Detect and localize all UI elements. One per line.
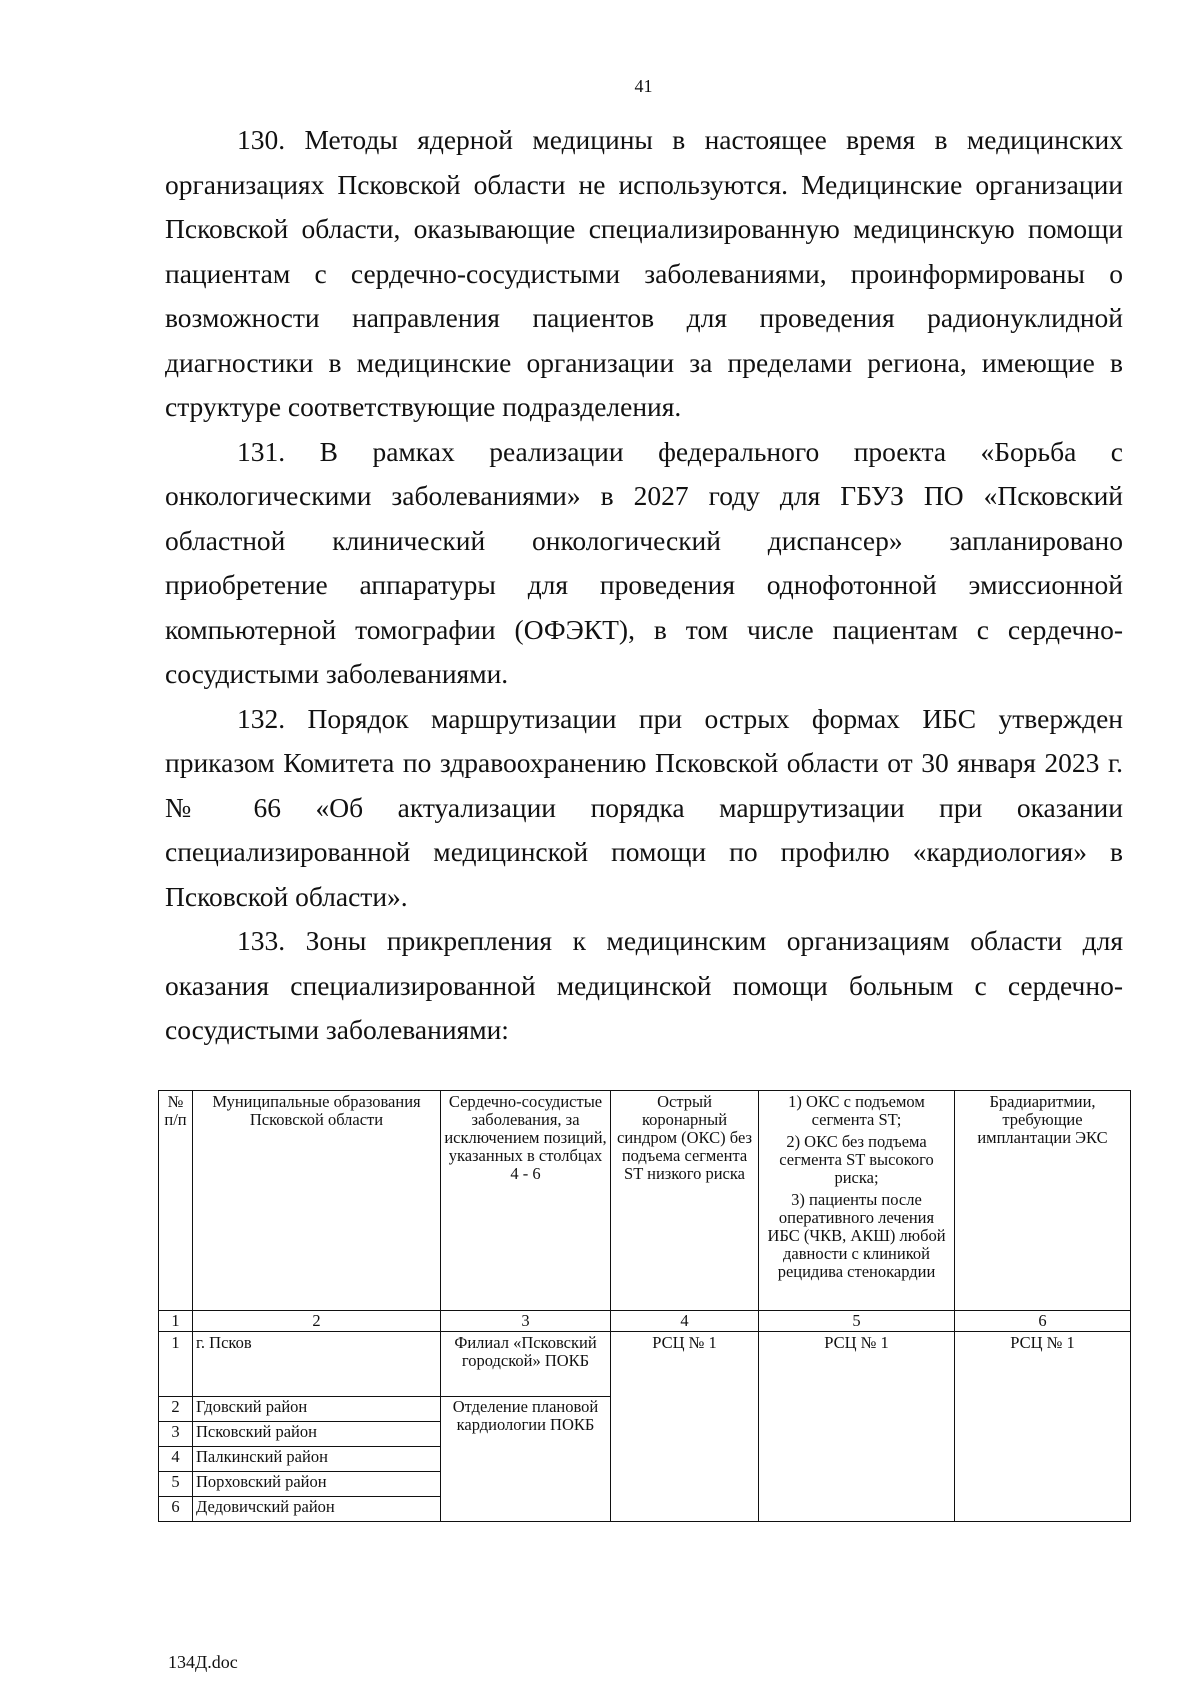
column-number: 5 <box>759 1311 955 1332</box>
header-municipality: Муниципальные образования Псковской области <box>193 1091 441 1311</box>
header-c5-item-1: 1) ОКС с подъемом сегмента ST; <box>788 1092 925 1129</box>
row-number: 3 <box>159 1422 193 1447</box>
municipality-name: Порховский район <box>193 1472 441 1497</box>
bradyarrhythmia-facility: РСЦ № 1 <box>955 1332 1131 1522</box>
paragraph-130: 130. Методы ядерной медицины в настоящее время в медицинских организациях Псковской области не используются. Медицинские организации Псковской области, оказывающие специализированную медицинскую помощи пациентам с сердечно-сосудистыми заболеваниями, проинформированы о возможности направления пациентов для проведения радионуклидной диагностики в медицинские организации за пределами региона, имеющие в структуре соответствующие подразделения. <box>165 124 1123 422</box>
municipality-name: г. Псков <box>193 1332 441 1397</box>
document-body <box>165 118 1123 1053</box>
column-number: 6 <box>955 1311 1131 1332</box>
acs-low-risk-facility: РСЦ № 1 <box>611 1332 759 1522</box>
municipality-name: Псковский район <box>193 1422 441 1447</box>
row-number: 1 <box>159 1332 193 1397</box>
header-acs-low-risk: Острый коронарный синдром (ОКС) без подъема сегмента ST низкого риска <box>611 1091 759 1311</box>
column-number: 1 <box>159 1311 193 1332</box>
row-number: 6 <box>159 1497 193 1522</box>
paragraph-133: 133. Зоны прикрепления к медицинским организациям области для оказания специализированной медицинской помощи больным с сердечно-сосудистыми заболеваниями: <box>165 925 1123 1045</box>
row-number: 2 <box>159 1397 193 1422</box>
cardio-facility-branch: Филиал «Псковский городской» ПОКБ <box>441 1332 611 1397</box>
municipality-name: Гдовский район <box>193 1397 441 1422</box>
header-cardiovascular: Сердечно-сосудистые заболевания, за исключением позиций, указанных в столбцах 4 - 6 <box>441 1091 611 1311</box>
page-number: 41 <box>634 76 653 96</box>
header-c5-item-3: 3) пациенты после оперативного лечения ИБС (ЧКВ, АКШ) любой давности с клиникой рецидива стенокардии <box>767 1190 946 1281</box>
municipality-name: Дедовичский район <box>193 1497 441 1522</box>
document-filename: 134Д.doc <box>168 1652 238 1672</box>
municipality-name: Палкинский район <box>193 1447 441 1472</box>
paragraph-132: 132. Порядок маршрутизации при острых формах ИБС утвержден приказом Комитета по здравоохранению Псковской области от 30 января 2023 г. № 66 «Об актуализации порядка маршрутизации при оказании специализированной медицинской помощи по профилю «кардиология» в Псковской области». <box>165 702 1123 912</box>
row-number: 4 <box>159 1447 193 1472</box>
column-number: 4 <box>611 1311 759 1332</box>
column-number: 3 <box>441 1311 611 1332</box>
cardio-facility-department: Отделение плановой кардиологии ПОКБ <box>441 1397 611 1522</box>
column-number: 2 <box>193 1311 441 1332</box>
row-number: 5 <box>159 1472 193 1497</box>
header-number: № п/п <box>159 1091 193 1311</box>
header-acs-high-risk <box>759 1091 955 1311</box>
header-c5-item-2: 2) ОКС без подъема сегмента ST высокого риска; <box>779 1132 934 1187</box>
column-number-row <box>159 1311 1131 1332</box>
table-header-row <box>159 1091 1131 1311</box>
header-bradyarrhythmia: Брадиаритмии, требующие имплантации ЭКС <box>955 1091 1131 1311</box>
table-row <box>159 1332 1131 1397</box>
acs-high-risk-facility: РСЦ № 1 <box>759 1332 955 1522</box>
attachment-zones-table <box>158 1090 1131 1522</box>
paragraph-131: 131. В рамках реализации федерального проекта «Борьба с онкологическими заболеваниями» в 2027 году для ГБУЗ ПО «Псковский областной клинический онкологический диспансер» запланировано приобретение аппаратуры для проведения однофотонной эмиссионной компьютерной томографии (ОФЭКТ), в том числе пациентам с сердечно-сосудистыми заболеваниями. <box>165 435 1123 689</box>
